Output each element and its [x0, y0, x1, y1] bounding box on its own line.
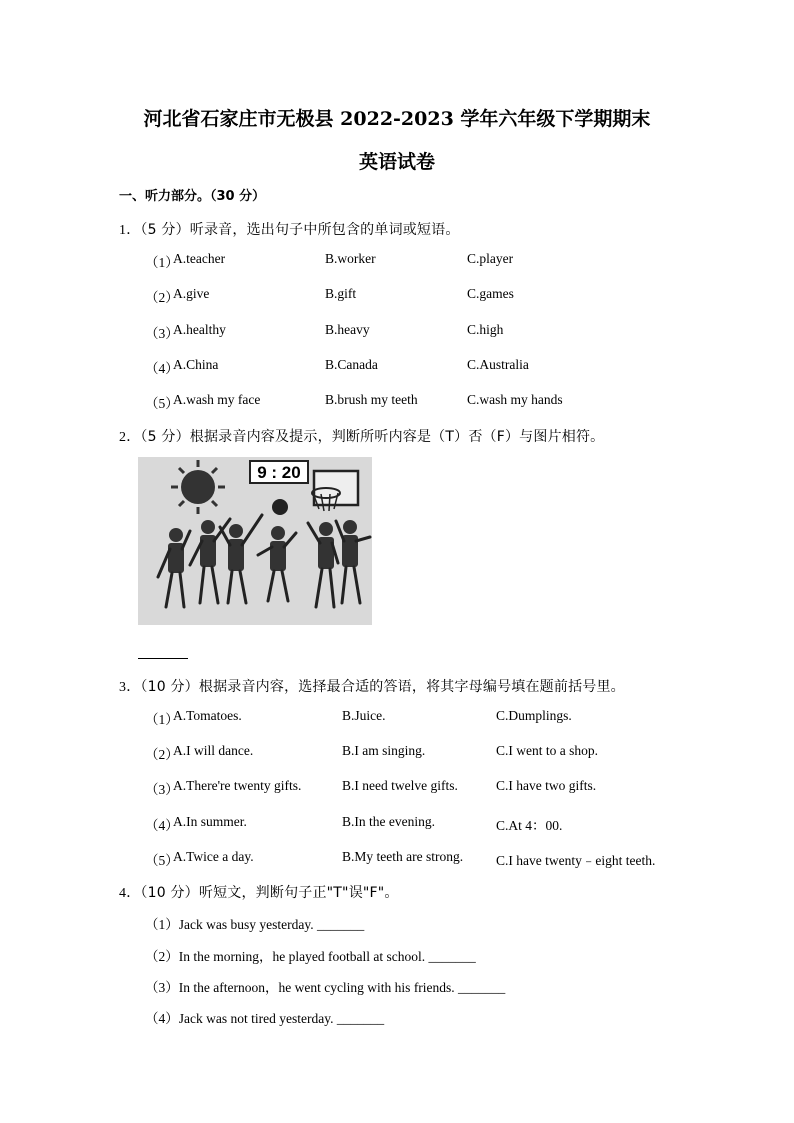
option-a: A.Tomatoes.	[173, 708, 242, 723]
question-4-prompt: （10 分）听短文，判断句子正"T"误"F"。	[140, 885, 399, 901]
question-4	[119, 882, 399, 902]
basketball-icon	[272, 499, 288, 515]
option-a: A.wash my face	[173, 392, 261, 407]
option-a: A.Twice a day.	[173, 849, 254, 864]
option-b: B.I am singing.	[342, 743, 426, 758]
page-subtitle: 英语试卷	[358, 151, 435, 173]
option-b: B.In the evening.	[342, 814, 435, 829]
question-2-prompt: （5 分）根据录音内容及提示，判断所听内容是（T）否（F）与图片相符。	[140, 429, 605, 445]
section-listening-heading: 一、听力部分。（30 分）	[119, 189, 266, 204]
option-b: B.brush my teeth	[325, 392, 418, 407]
option-c: C.I have two gifts.	[496, 778, 597, 793]
question-1-number: 1．	[119, 223, 141, 238]
option-c: C.At 4：00.	[496, 818, 563, 833]
option-c: C.Australia	[467, 357, 529, 372]
option-a: A.teacher	[173, 251, 226, 266]
basketball-hoop-icon	[312, 471, 358, 511]
item-number: （2）	[145, 290, 179, 305]
option-b: B.heavy	[325, 322, 370, 337]
question-2-number: 2．	[119, 430, 141, 445]
option-b: B.Canada	[325, 357, 378, 372]
option-b: B.Juice.	[342, 708, 386, 723]
option-c: C.high	[467, 322, 504, 337]
option-b: B.gift	[325, 286, 357, 301]
page-title: 河北省石家庄市无极县 2022-2023 学年六年级下学期期末	[143, 108, 651, 130]
question-3	[119, 676, 625, 696]
statement-item: （4）Jack was not tired yesterday. _______	[145, 1011, 385, 1026]
option-c: C.player	[467, 251, 514, 266]
item-number: （1）	[145, 255, 179, 270]
question-4-number: 4．	[119, 886, 141, 901]
question-3-prompt: （10 分）根据录音内容，选择最合适的答语，将其字母编号填在题前括号里。	[140, 679, 625, 695]
item-number: （2）	[145, 747, 179, 762]
option-c: C.I have twenty﹣eight teeth.	[496, 853, 656, 868]
statement-item: （1）Jack was busy yesterday. _______	[145, 917, 365, 932]
item-number: （5）	[145, 853, 179, 868]
statement-item: （3）In the afternoon，he went cycling with his friends. _______	[145, 980, 506, 995]
option-a: A.In summer.	[173, 814, 247, 829]
question-1	[119, 219, 460, 239]
option-c: C.Dumplings.	[496, 708, 572, 723]
option-c: C.wash my hands	[467, 392, 563, 407]
option-b: B.worker	[325, 251, 376, 266]
item-number: （4）	[145, 361, 179, 376]
item-number: （3）	[145, 782, 179, 797]
question-3-number: 3．	[119, 680, 141, 695]
item-number: （3）	[145, 326, 179, 341]
option-a: A.There're twenty gifts.	[173, 778, 302, 793]
option-b: B.I need twelve gifts.	[342, 778, 458, 793]
item-number: （5）	[145, 396, 179, 411]
answer-blank[interactable]	[138, 658, 188, 659]
statement-item: （2）In the morning，he played football at school. _______	[145, 949, 476, 964]
item-number: （1）	[145, 712, 179, 727]
question-2	[119, 426, 604, 446]
item-number: （4）	[145, 818, 179, 833]
option-c: C.I went to a shop.	[496, 743, 598, 758]
option-c: C.games	[467, 286, 514, 301]
option-b: B.My teeth are strong.	[342, 849, 464, 864]
option-a: A.China	[173, 357, 219, 372]
question-1-prompt: （5 分）听录音，选出句子中所包含的单词或短语。	[140, 222, 460, 238]
option-a: A.give	[173, 286, 210, 301]
basketball-illustration	[138, 457, 372, 625]
option-a: A.I will dance.	[173, 743, 254, 758]
basketball-players-drawing	[138, 457, 372, 625]
option-a: A.healthy	[173, 322, 226, 337]
clock-time: 9 : 20	[257, 463, 301, 482]
